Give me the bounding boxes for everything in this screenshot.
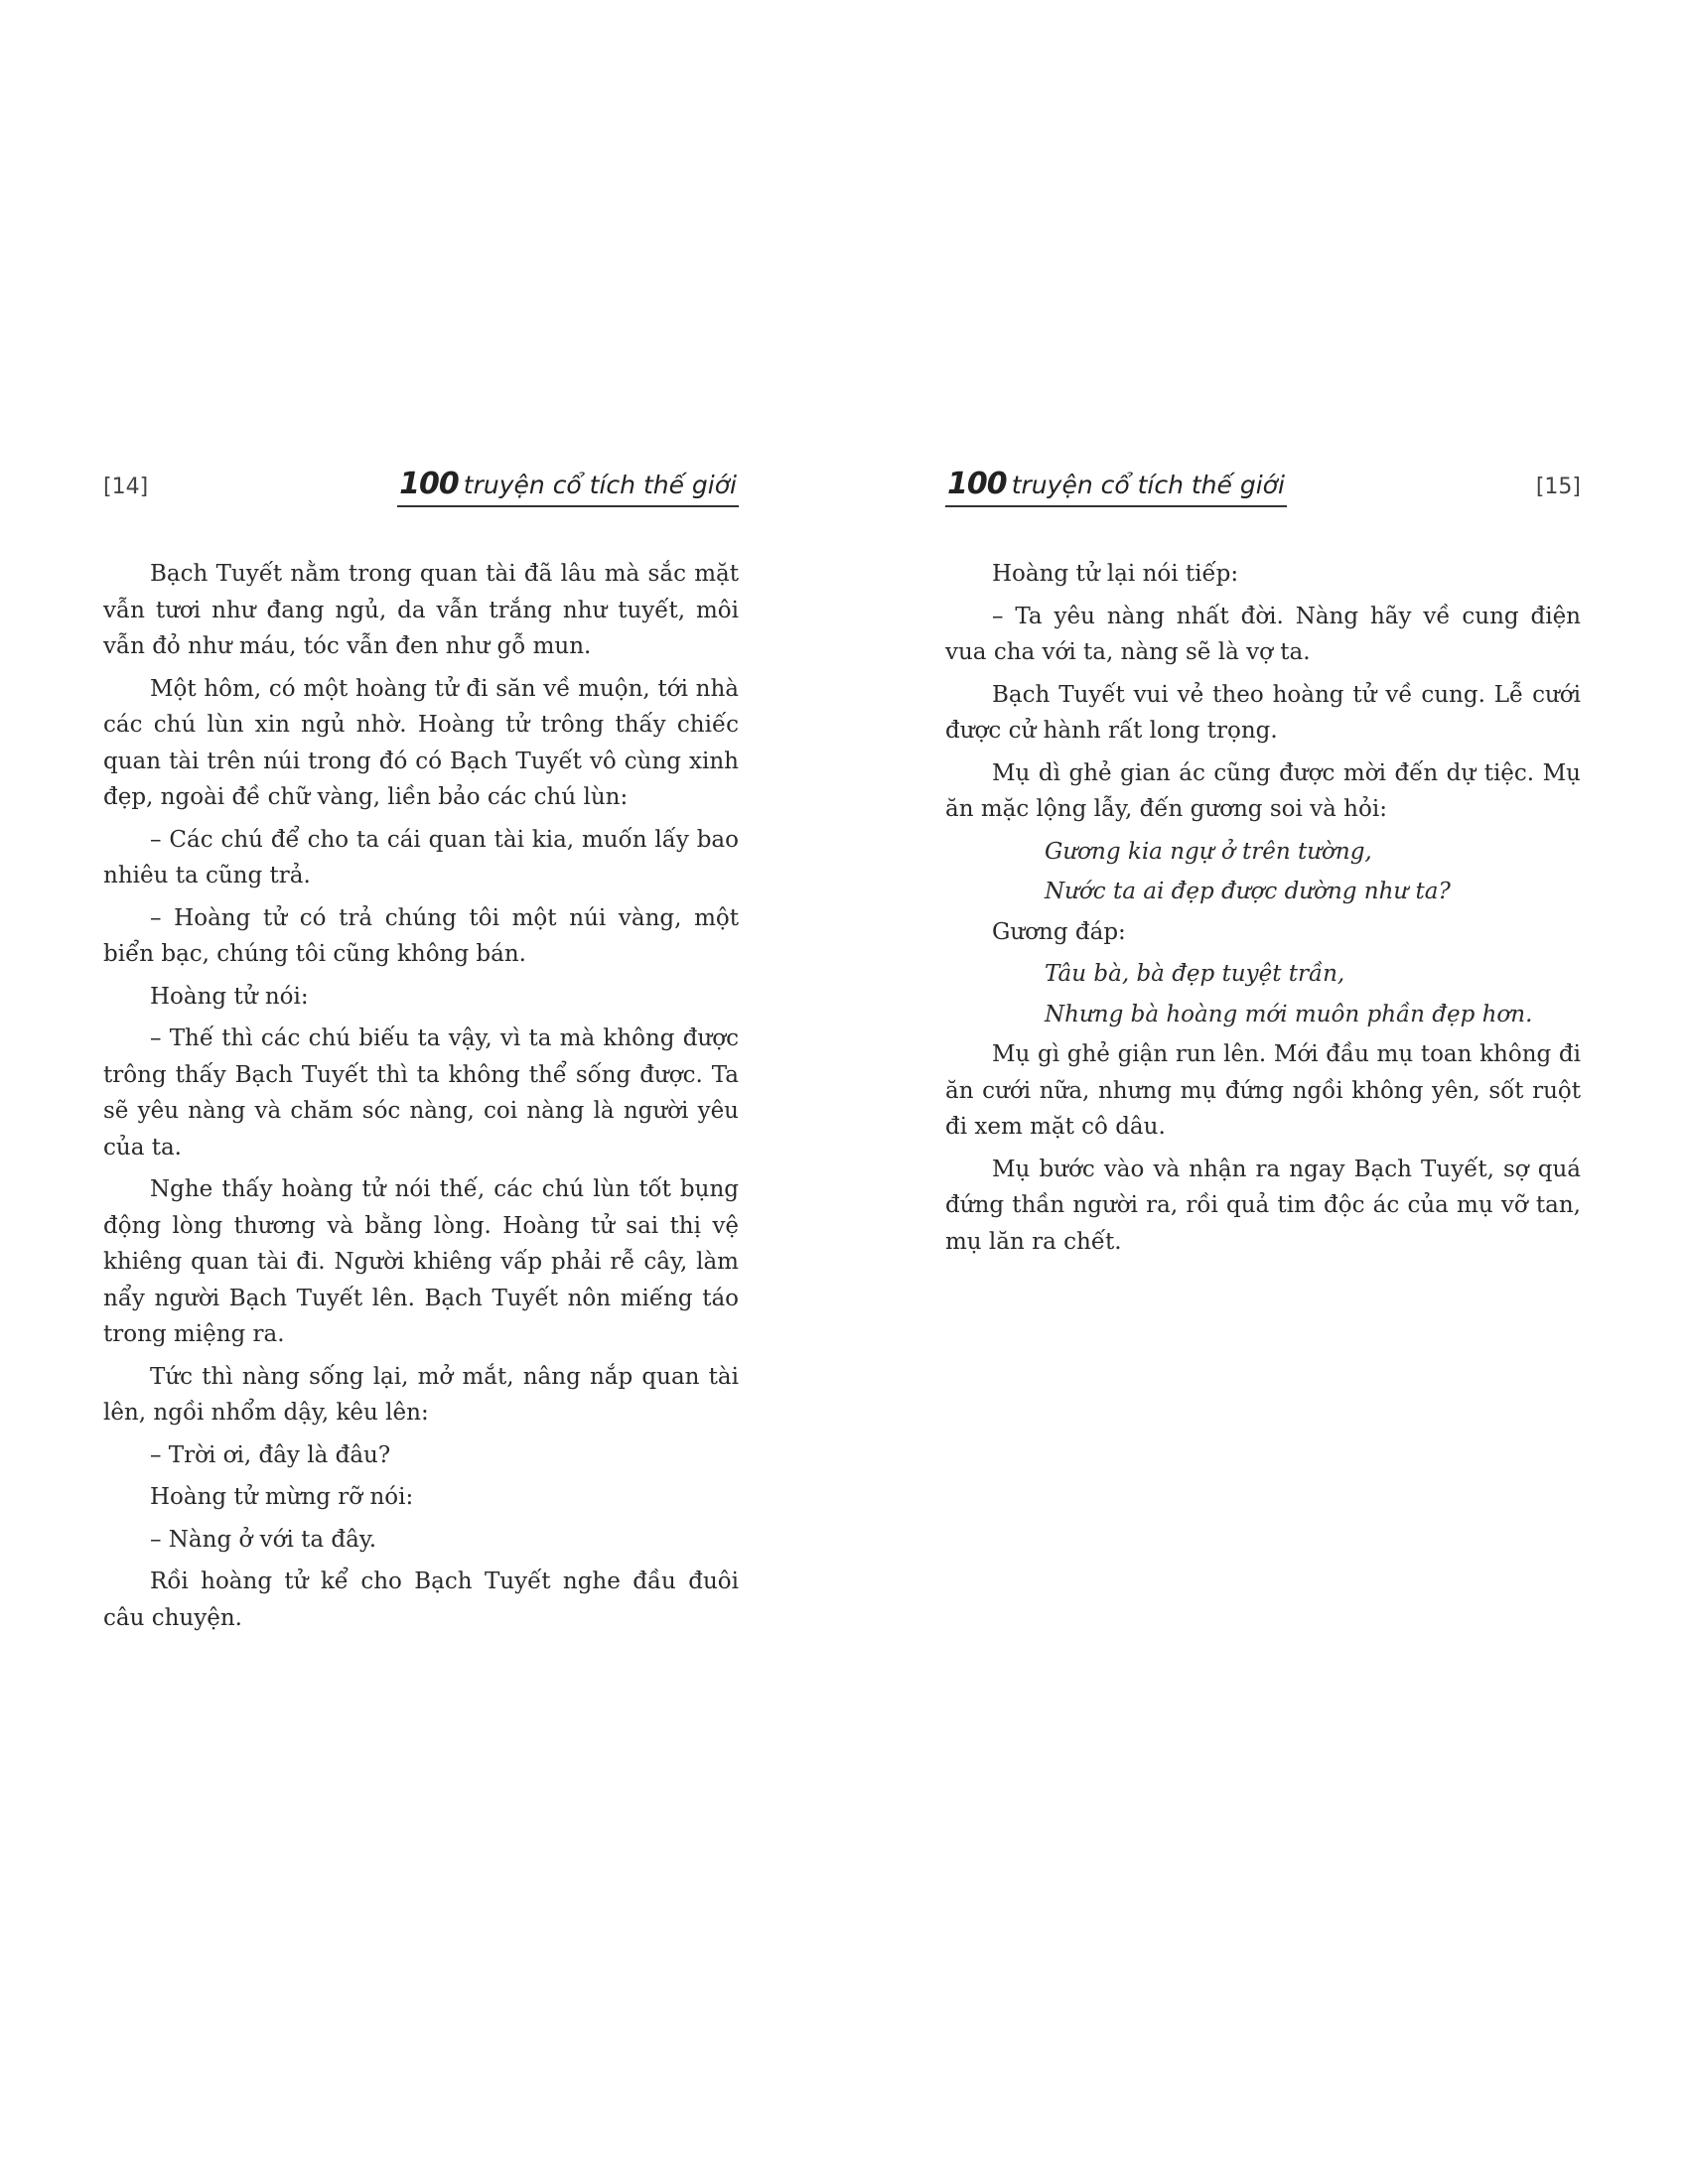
dialogue-line: – Các chú để cho ta cái quan tài kia, muốn lấy bao nhiêu ta cũng trả.	[103, 826, 739, 888]
page-number: [15]	[1535, 475, 1581, 499]
paragraph: Tức thì nàng sống lại, mở mắt, nâng nắp quan tài lên, ngồi nhổm dậy, kêu lên:	[103, 1363, 739, 1426]
book-title-number: 100	[947, 467, 1007, 501]
page-body	[945, 556, 1581, 1260]
paragraph: Mụ gì ghẻ giận run lên. Mới đầu mụ toan không đi ăn cưới nữa, nhưng mụ đứng ngồi không yên, sốt ruột đi xem mặt cô dâu.	[945, 1041, 1581, 1140]
paragraph: Hoàng tử mừng rỡ nói:	[150, 1484, 414, 1510]
right-page	[945, 467, 1581, 1266]
verse-line: Gương kia ngự ở trên tường,	[1045, 838, 1372, 865]
dialogue-line: – Thế thì các chú biếu ta vậy, vì ta mà không được trông thấy Bạch Tuyết thì ta không thể sống được. Ta sẽ yêu nàng và chăm sóc nàng, coi nàng là người yêu của ta.	[103, 1025, 739, 1160]
book-title-text: truyện cổ tích thế giới	[1011, 471, 1285, 499]
page-number: [14]	[103, 475, 149, 499]
dialogue-line: – Ta yêu nàng nhất đời. Nàng hãy về cung điện vua cha với ta, nàng sẽ là vợ ta.	[945, 603, 1581, 665]
paragraph: Nghe thấy hoàng tử nói thế, các chú lùn tốt bụng động lòng thương và bằng lòng. Hoàng tử sai thị vệ khiêng quan tài đi. Người khiêng vấp phải rễ cây, làm nẩy người Bạch Tuyết lên. Bạch Tuyết nôn miếng táo trong miệng ra.	[103, 1176, 739, 1347]
book-title	[397, 467, 739, 507]
dialogue-line: – Hoàng tử có trả chúng tôi một núi vàng, một biển bạc, chúng tôi cũng không bán.	[103, 904, 739, 967]
paragraph: Mụ bước vào và nhận ra ngay Bạch Tuyết, sợ quá đứng thần người ra, rồi quả tim độc ác của mụ vỡ tan, mụ lăn ra chết.	[945, 1156, 1581, 1255]
book-title-text: truyện cổ tích thế giới	[463, 471, 737, 499]
page-header	[103, 467, 739, 514]
book-title-number: 100	[399, 467, 459, 501]
paragraph: Gương đáp:	[992, 918, 1126, 945]
paragraph: Bạch Tuyết nằm trong quan tài đã lâu mà sắc mặt vẫn tươi như đang ngủ, da vẫn trắng như tuyết, môi vẫn đỏ như máu, tóc vẫn đen như gỗ mun.	[103, 561, 739, 659]
dialogue-line: – Trời ơi, đây là đâu?	[150, 1441, 391, 1468]
page-body	[103, 556, 739, 1636]
paragraph: Hoàng tử nói:	[150, 983, 309, 1010]
verse-line: Nhưng bà hoàng mới muôn phần đẹp hơn.	[1045, 1001, 1533, 1027]
verse-line: Tâu bà, bà đẹp tuyệt trần,	[1045, 961, 1345, 987]
paragraph: Hoàng tử lại nói tiếp:	[992, 561, 1239, 587]
dialogue-line: – Nàng ở với ta đây.	[150, 1526, 377, 1553]
page-header	[945, 467, 1581, 514]
left-page	[103, 467, 739, 1642]
paragraph: Bạch Tuyết vui vẻ theo hoàng tử về cung. Lễ cưới được cử hành rất long trọng.	[945, 681, 1581, 744]
paragraph: Rồi hoàng tử kể cho Bạch Tuyết nghe đầu đuôi câu chuyện.	[103, 1569, 739, 1631]
paragraph: Mụ dì ghẻ gian ác cũng được mời đến dự tiệc. Mụ ăn mặc lộng lẫy, đến gương soi và hỏi:	[945, 759, 1581, 822]
paragraph: Một hôm, có một hoàng tử đi săn về muộn, tới nhà các chú lùn xin ngủ nhờ. Hoàng tử trông thấy chiếc quan tài trên núi trong đó có Bạch Tuyết vô cùng xinh đẹp, ngoài đề chữ vàng, liền bảo các chú lùn:	[103, 675, 739, 810]
verse-line: Nước ta ai đẹp được dường như ta?	[1045, 879, 1451, 904]
book-title	[945, 467, 1287, 507]
